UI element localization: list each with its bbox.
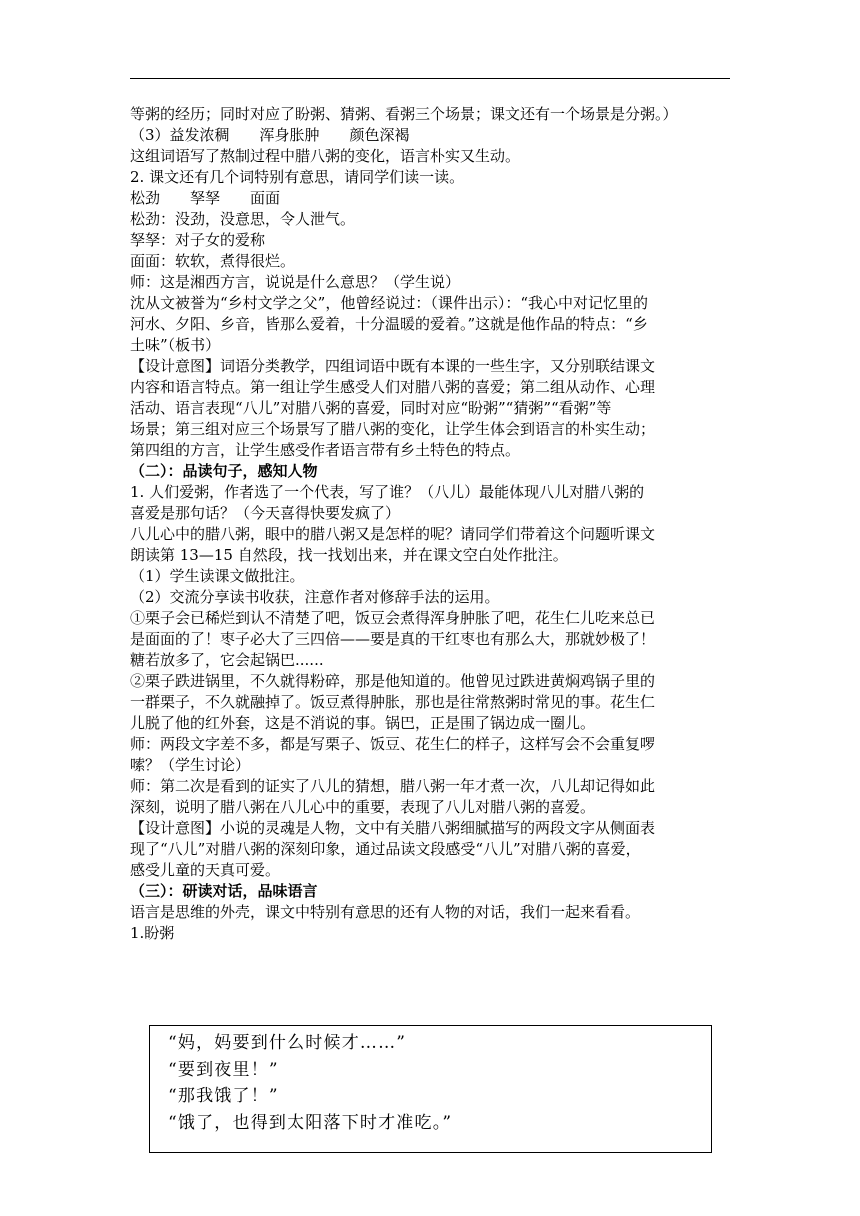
text-line: 【设计意图】小说的灵魂是人物，文中有关腊八粥细腻描写的两段文字从侧面表 [130, 819, 656, 837]
section-heading: （三）：研读对话，品味语言 [130, 882, 318, 900]
text-line: 沈从文被誉为“乡村文学之父”，他曾经说过：（课件出示）：“我心中对记忆里的 [130, 294, 649, 312]
text-line: 土味”（板书） [130, 336, 221, 354]
section-heading: （二）：品读句子，感知人物 [130, 462, 318, 480]
text-line: 糖若放多了，它会起锅巴...... [130, 651, 324, 669]
dialogue-lines [168, 1030, 452, 1136]
dialogue-line: “饿了，也得到太阳落下时才准吃。” [168, 1112, 453, 1133]
text-line: 场景；第三组对应三个场景写了腊八粥的变化，让学生体会到语言的朴实生动； [130, 420, 656, 438]
dialogue-box [149, 1025, 712, 1153]
text-line: 师：这是湘西方言，说说是什么意思？（学生说） [130, 273, 461, 291]
text-line: 面面：软软，煮得很烂。 [130, 252, 296, 270]
text-line: ②栗子跌进锅里，不久就得粉碎，那是他知道的。他曾见过跌进黄焖鸡锅子里的 [130, 672, 656, 690]
text-line: 感受儿童的天真可爱。 [130, 861, 281, 879]
text-line: 河水、夕阳、乡音，皆那么爱着，十分温暖的爱着。”这就是他作品的特点：“乡 [130, 315, 648, 333]
text-line: 等粥的经历；同时对应了盼粥、猜粥、看粥三个场景；课文还有一个场景是分粥。） [130, 105, 678, 123]
text-line: 语言是思维的外壳，课文中特别有意思的还有人物的对话，我们一起来看看。 [130, 903, 641, 921]
text-line: 1.盼粥 [130, 924, 175, 942]
text-line: 八儿心中的腊八粥，眼中的腊八粥又是怎样的呢？请同学们带着这个问题听课文 [130, 525, 656, 543]
text-line: （2）交流分享读书收获，注意作者对修辞手法的运用。 [130, 588, 500, 606]
text-line: 一群栗子，不久就融掉了。饭豆煮得肿胀，那也是往常熬粥时常见的事。花生仁 [130, 693, 656, 711]
text-line: 深刻，说明了腊八粥在八儿心中的重要，表现了八儿对腊八粥的喜爱。 [130, 798, 596, 816]
text-line: 这组词语写了熬制过程中腊八粥的变化，语言朴实又生动。 [130, 147, 521, 165]
dialogue-line: “要到夜里！” [168, 1059, 279, 1080]
text-line: 喜爱是那句话？（今天喜得快要发疯了） [130, 504, 401, 522]
text-line: 1. 人们爱粥，作者选了一个代表，写了谁？（八儿）最能体现八儿对腊八粥的 [130, 483, 645, 501]
text-line: （3）益发浓稠 浑身胀肿 颜色深褐 [130, 126, 410, 144]
text-line: 朗读第 13—15 自然段，找一找划出来，并在课文空白处作批注。 [130, 546, 568, 564]
text-line: 现了“八儿”对腊八粥的深刻印象，通过品读文段感受“八儿”对腊八粥的喜爱， [130, 840, 641, 858]
text-line: 嗦？（学生讨论） [130, 756, 251, 774]
text-line: 第四组的方言，让学生感受作者语言带有乡土特色的特点。 [130, 441, 521, 459]
text-line: 儿脱了他的红外套，这是不消说的事。锅巴，正是围了锅边成一圈儿。 [130, 714, 596, 732]
text-line: 松劲 孥孥 面面 [130, 189, 281, 207]
document-body [130, 104, 732, 944]
text-line: 师：第二次是看到的证实了八儿的猜想，腊八粥一年才煮一次，八儿却记得如此 [130, 777, 656, 795]
dialogue-line: “妈，妈要到什么时候才……” [168, 1033, 407, 1053]
text-line: 松劲：没劲，没意思，令人泄气。 [130, 210, 356, 228]
text-line: 活动、语言表现“八儿”对腊八粥的喜爱，同时对应“盼粥”“猜粥”“看粥”等 [130, 399, 612, 417]
header-rule [130, 78, 730, 79]
text-line: 是面面的了！枣子必大了三四倍——要是真的干红枣也有那么大，那就妙极了！ [130, 630, 656, 648]
text-line: 2. 课文还有几个词特别有意思，请同学们读一读。 [130, 168, 465, 186]
text-line: 【设计意图】词语分类教学，四组词语中既有本课的一些生字，又分别联结课文 [130, 357, 656, 375]
dialogue-line: “那我饿了！” [168, 1086, 279, 1106]
text-line: 师：两段文字差不多，都是写栗子、饭豆、花生仁的样子，这样写会不会重复啰 [130, 735, 656, 753]
text-line: ①栗子会已稀烂到认不清楚了吧，饭豆会煮得浑身肿胀了吧，花生仁儿吃来总已 [130, 609, 656, 627]
text-line: （1）学生读课文做批注。 [130, 567, 305, 585]
text-line: 内容和语言特点。第一组让学生感受人们对腊八粥的喜爱；第二组从动作、心理 [130, 378, 656, 396]
text-line: 孥孥：对子女的爱称 [130, 231, 266, 249]
